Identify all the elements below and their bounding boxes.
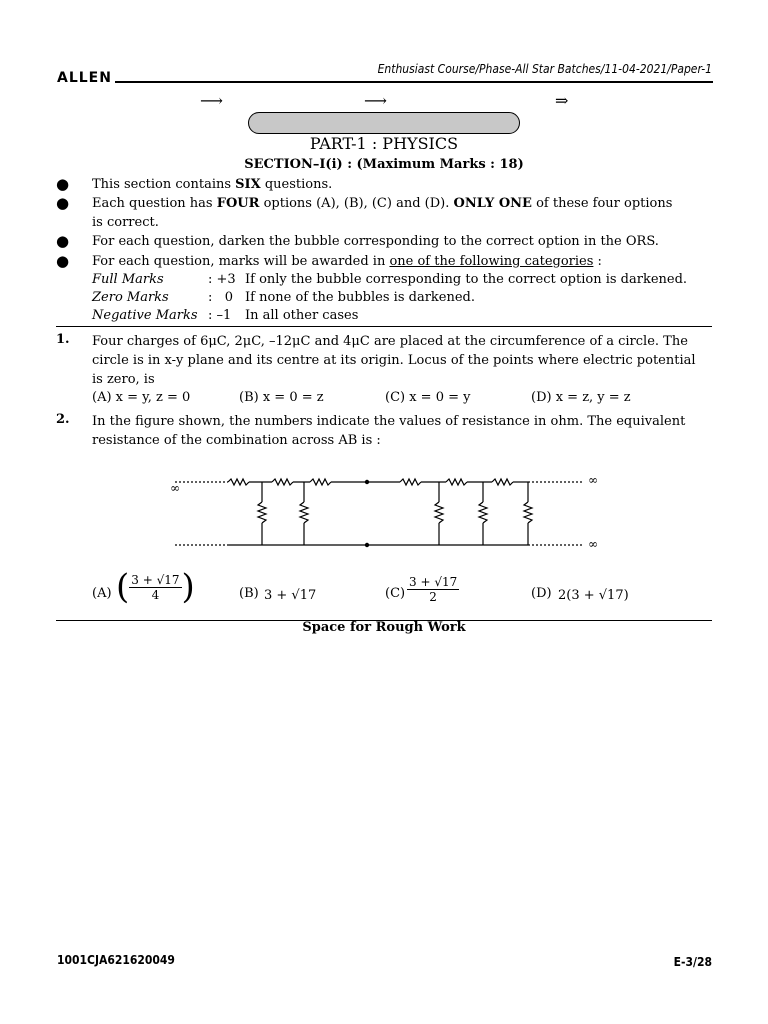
infinity-symbol: ∞ xyxy=(588,473,598,487)
decorative-banner xyxy=(248,112,520,134)
option-a-label[interactable]: (A) xyxy=(92,586,112,601)
part-title: PART-1 : PHYSICS xyxy=(309,134,459,153)
option-c-label[interactable]: (C) xyxy=(385,586,406,601)
marks-desc: If none of the bubbles is darkened. xyxy=(245,290,476,305)
denominator: 4 xyxy=(151,587,160,602)
text: circle is in x-y plane and its centre at its origin. Locus of the points where electric potential xyxy=(92,353,696,368)
marks-desc: In all other cases xyxy=(245,308,359,323)
text: For each question, marks will be awarded in xyxy=(92,254,390,269)
question-2-text xyxy=(92,412,685,450)
text: options (A), (B), (C) and (D). xyxy=(259,196,454,211)
infinity-symbol: ∞ xyxy=(588,537,598,551)
option-b[interactable]: (B) x = 0 = z xyxy=(239,390,324,405)
text-underlined: one of the following categories xyxy=(389,254,594,269)
text: Zero Marks xyxy=(92,290,169,305)
header-rule xyxy=(115,81,713,83)
paren-left: ( xyxy=(116,567,130,607)
allen-logo: ALLEN xyxy=(57,70,112,86)
vertical-resistor xyxy=(300,482,308,545)
option-b-value[interactable]: 3 + √17 xyxy=(264,588,317,603)
text-bold: ONLY ONE xyxy=(453,196,532,211)
denominator: 2 xyxy=(429,590,437,604)
arrow-icon: ⟶ xyxy=(364,91,387,110)
infinity-symbol: ∞ xyxy=(170,481,180,495)
paper-code: 1001CJA621620049 xyxy=(57,953,175,967)
marks-label xyxy=(92,289,169,307)
marks-label xyxy=(92,307,198,325)
question-number: 2. xyxy=(56,412,70,427)
option-d-value[interactable]: 2(3 + √17) xyxy=(558,588,629,603)
divider xyxy=(56,326,712,327)
instruction-3: For each question, darken the bubble corresponding to the correct option in the ORS. xyxy=(92,234,659,249)
resistor xyxy=(492,479,513,485)
section-title: SECTION–I(i) : (Maximum Marks : 18) xyxy=(244,157,524,172)
vertical-resistor xyxy=(435,482,443,545)
vertical-resistor xyxy=(524,482,532,545)
junction-dot xyxy=(365,543,369,547)
option-c-value[interactable] xyxy=(407,575,459,604)
vertical-resistor xyxy=(479,482,487,545)
text: resistance of the combination across AB is : xyxy=(92,433,381,448)
arrow-icon: ⟶ xyxy=(200,91,223,110)
option-a-value[interactable] xyxy=(116,567,195,607)
text-bold: SIX xyxy=(235,177,261,192)
marks-value: : +3 xyxy=(208,272,236,287)
fraction xyxy=(129,573,181,602)
resistor xyxy=(310,479,331,485)
question-1-text xyxy=(92,332,696,389)
bullet-icon: ● xyxy=(56,252,70,270)
numerator: 3 + √17 xyxy=(409,575,458,589)
option-c[interactable]: (C) x = 0 = y xyxy=(385,390,471,405)
text: is correct. xyxy=(92,215,159,230)
text: This section contains xyxy=(92,177,236,192)
fraction xyxy=(407,575,459,604)
bullet-icon: ● xyxy=(56,175,70,193)
numerator: 3 + √17 xyxy=(131,572,180,587)
bullet-icon: ● xyxy=(56,232,70,250)
resistor-network-figure xyxy=(160,468,610,558)
junction-dot xyxy=(365,480,369,484)
rough-work-label: Space for Rough Work xyxy=(302,620,466,635)
course-info: Enthusiast Course/Phase-All Star Batches/11-04-2021/Paper-1 xyxy=(377,62,712,76)
option-b-label[interactable]: (B) xyxy=(239,586,259,601)
text-bold: FOUR xyxy=(216,196,260,211)
text: is zero, is xyxy=(92,372,155,387)
marks-value: : –1 xyxy=(208,308,232,323)
option-d-label[interactable]: (D) xyxy=(531,586,552,601)
text: Negative Marks xyxy=(92,308,198,323)
resistor xyxy=(400,479,421,485)
option-d[interactable]: (D) x = z, y = z xyxy=(531,390,631,405)
page-number: E-3/28 xyxy=(673,955,712,969)
bullet-icon: ● xyxy=(56,194,70,212)
instruction-2 xyxy=(92,194,712,232)
text: Four charges of 6μC, 2μC, –12μC and 4μC are placed at the circumference of a circle. The xyxy=(92,334,688,349)
marks-desc: If only the bubble corresponding to the correct option is darkened. xyxy=(245,272,688,287)
text: of these four options xyxy=(531,196,673,211)
vertical-resistor xyxy=(258,482,266,545)
double-arrow-icon: ⇒ xyxy=(555,91,569,110)
text: questions. xyxy=(260,177,333,192)
marks-value: : 0 xyxy=(208,290,234,305)
text: In the figure shown, the numbers indicate the values of resistance in ohm. The equivalent xyxy=(92,414,686,429)
text: Each question has xyxy=(92,196,217,211)
resistor xyxy=(272,479,293,485)
instruction-1 xyxy=(92,175,332,194)
question-number: 1. xyxy=(56,332,70,347)
resistor xyxy=(446,479,467,485)
resistor xyxy=(228,479,249,485)
option-a[interactable]: (A) x = y, z = 0 xyxy=(92,390,191,405)
text: : xyxy=(593,254,602,269)
text: Full Marks xyxy=(92,272,164,287)
marks-label xyxy=(92,271,164,289)
instruction-4 xyxy=(92,252,602,271)
paren-right: ) xyxy=(181,567,195,607)
